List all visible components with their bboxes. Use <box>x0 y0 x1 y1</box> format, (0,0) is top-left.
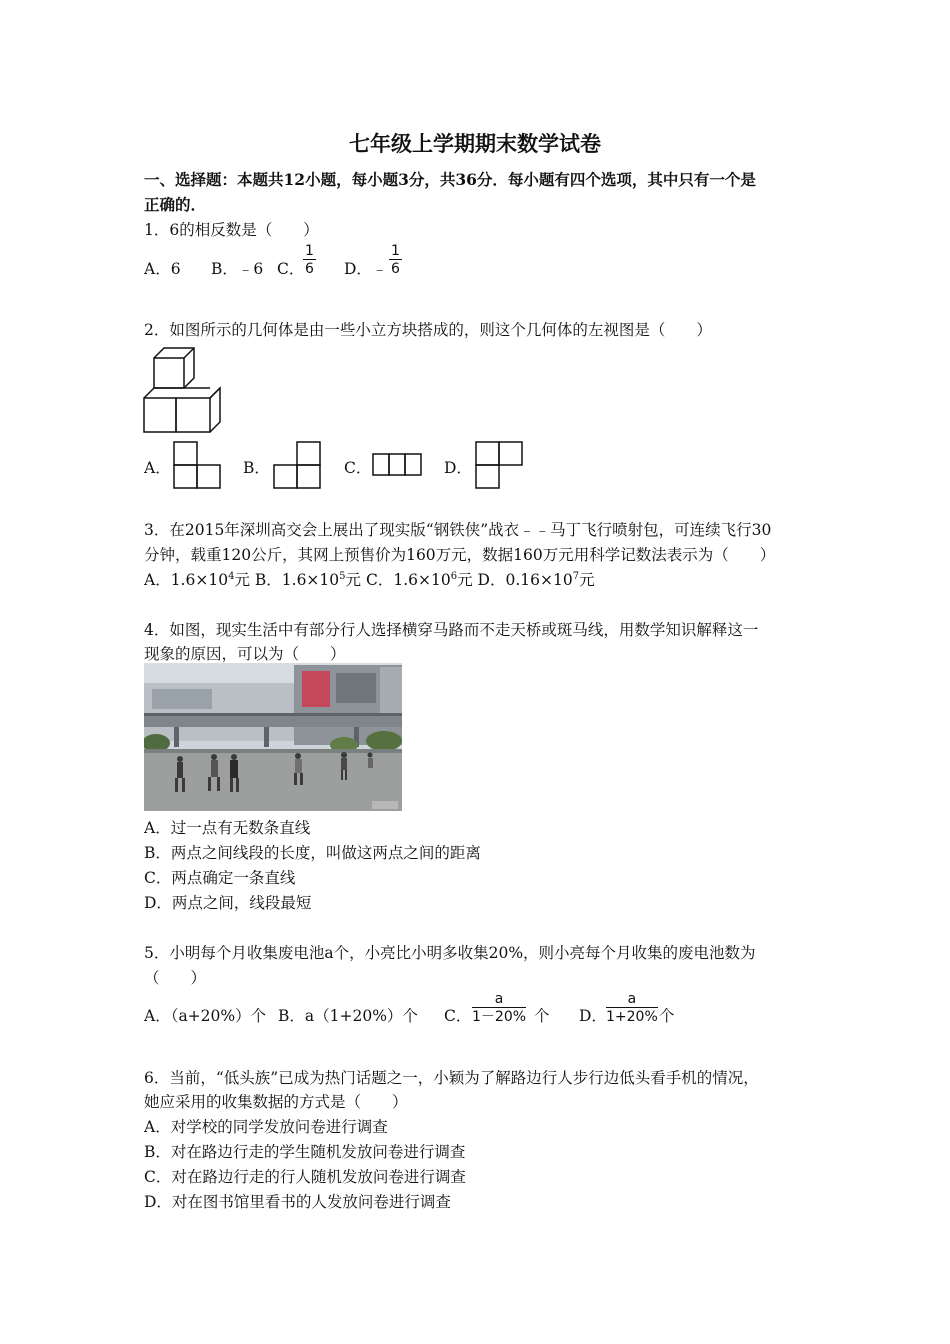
q2-option-a: A． <box>144 459 171 477</box>
q2-option-b: B． <box>243 459 270 477</box>
q2-solid-figure <box>140 344 226 436</box>
q3-option-c-exponent: 6 <box>450 571 458 582</box>
q2-option-d-view <box>474 440 524 490</box>
q1-option-a: A．6 <box>144 260 181 278</box>
q3-option-a-base: A．1.6×10 <box>144 571 229 589</box>
q6-option-d: D．对在图书馆里看书的人发放问卷进行调查 <box>144 1193 451 1211</box>
q3-option-b-unit: 元 <box>345 571 362 589</box>
fraction-numerator: a <box>472 992 526 1008</box>
fraction-denominator: 6 <box>391 261 400 277</box>
q2-option-a-view <box>172 440 222 490</box>
q5-option-b: B．a（1+20%）个 <box>278 1007 418 1025</box>
q3-option-a-unit: 元 <box>234 571 250 589</box>
q1-option-c-fraction <box>303 244 316 276</box>
q5-stem-line2: （ ） <box>144 969 207 987</box>
q2-option-d: D． <box>444 459 472 477</box>
q5-option-d-unit: 个 <box>659 1007 675 1025</box>
q2-option-b-view <box>272 440 322 490</box>
q2-option-c: C． <box>344 459 372 477</box>
q5-option-c: C． <box>444 1007 472 1025</box>
q6-option-c: C．对在路边行走的行人随机发放问卷进行调查 <box>144 1168 466 1186</box>
q4-option-a: A．过一点有无数条直线 <box>144 819 311 837</box>
q3-option-b-exponent: 5 <box>339 571 346 582</box>
q3-stem-line2: 分钟，载重120公斤，其网上预售价为160万元，数据160万元用科学记数法表示为（ ） <box>144 546 776 564</box>
q5-option-a: A．（a+20%）个 <box>144 1007 267 1025</box>
q4-stem-line2: 现象的原因，可以为（ ） <box>144 645 346 663</box>
q3-option-d-unit: 元 <box>579 571 595 589</box>
q3-option-d-exponent: 7 <box>572 571 580 582</box>
q3-option-a-exponent: 4 <box>228 571 235 582</box>
q5-option-d-fraction <box>606 992 658 1024</box>
q5-option-c-fraction <box>472 992 526 1024</box>
q3-options <box>144 568 595 590</box>
q6-option-b: B．对在路边行走的学生随机发放问卷进行调查 <box>144 1143 466 1161</box>
q3-option-c-unit: 元 <box>457 571 473 589</box>
q4-stem-line1: 4．如图，现实生活中有部分行人选择横穿马路而不走天桥或斑马线，用数学知识解释这一 <box>144 621 759 639</box>
fraction-denominator: 1+20% <box>606 1009 658 1025</box>
q1-option-d: D．﹣ <box>344 260 388 278</box>
q6-stem-line2: 她应采用的收集数据的方式是（ ） <box>144 1093 408 1111</box>
q3-option-d-base: D．0.16×10 <box>477 571 573 589</box>
street-crossing-photo <box>144 663 402 811</box>
fraction-numerator: a <box>606 992 658 1008</box>
q5-option-c-unit: 个 <box>534 1007 550 1025</box>
q1-option-d-fraction <box>389 244 402 276</box>
section-heading-line1: 一、选择题：本题共12小题，每小题3分，共36分．每小题有四个选项，其中只有一个是 <box>144 170 756 189</box>
q5-option-d: D． <box>579 1007 607 1025</box>
q1-option-c: C． <box>277 260 305 278</box>
fraction-numerator: 1 <box>391 243 400 259</box>
fraction-denominator: 1－20% <box>472 1009 527 1025</box>
fraction-denominator: 6 <box>305 261 314 277</box>
q3-option-b-base: B．1.6×10 <box>254 571 340 589</box>
q4-option-d: D．两点之间，线段最短 <box>144 894 312 912</box>
q2-stem: 2．如图所示的几何体是由一些小立方块搭成的，则这个几何体的左视图是（ ） <box>144 321 712 339</box>
q4-option-c: C．两点确定一条直线 <box>144 869 296 887</box>
q6-option-a: A．对学校的同学发放问卷进行调查 <box>144 1118 388 1136</box>
q3-option-c-base: C．1.6×10 <box>365 571 451 589</box>
section-heading-line2: 正确的． <box>144 195 207 214</box>
q6-stem-line1: 6．当前，“低头族”已成为热门话题之一，小颖为了解路边行人步行边低头看手机的情况， <box>144 1069 759 1087</box>
q3-stem-line1: 3．在2015年深圳高交会上展出了现实版“钢铁侠”战衣﹣﹣马丁飞行喷射包，可连续飞行30 <box>144 521 772 539</box>
fraction-numerator: 1 <box>305 243 314 259</box>
page-title: 七年级上学期期末数学试卷 <box>349 131 601 156</box>
q1-stem: 1．6的相反数是（ ） <box>144 221 319 239</box>
q2-option-c-view <box>371 452 423 478</box>
q1-option-b: B．﹣6 <box>211 260 264 278</box>
q4-option-b: B．两点之间线段的长度，叫做这两点之间的距离 <box>144 844 481 862</box>
q5-stem-line1: 5．小明每个月收集废电池a个，小亮比小明多收集20%，则小亮每个月收集的废电池数为 <box>144 944 756 962</box>
